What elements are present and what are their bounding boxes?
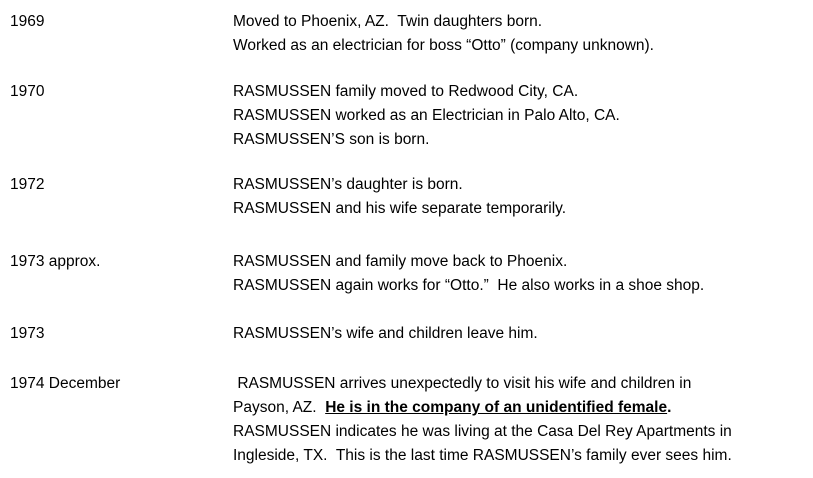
entry-year: 1970 xyxy=(10,83,45,100)
text-segment: RASMUSSEN and his wife separate temporarily. xyxy=(233,200,567,217)
text-segment: RASMUSSEN arrives unexpectedly to visit his wife and children in xyxy=(233,375,692,392)
entry-year: 1969 xyxy=(10,13,45,30)
text-segment: RASMUSSEN’S son is born. xyxy=(233,131,430,148)
timeline-entry-1973 xyxy=(10,322,805,346)
description-line xyxy=(233,274,805,298)
entry-year: 1973 approx. xyxy=(10,253,101,270)
timeline-entry-1970 xyxy=(10,80,805,152)
entry-description xyxy=(233,322,805,346)
description-line xyxy=(233,372,805,396)
entry-year: 1972 xyxy=(10,176,45,193)
text-segment: Ingleside, TX. This is the last time RASMUSSEN’s family ever sees him. xyxy=(233,447,732,464)
text-segment: Payson, AZ. xyxy=(233,399,326,416)
entry-description xyxy=(233,10,805,58)
entry-description xyxy=(233,173,805,221)
timeline-entry-1972 xyxy=(10,173,805,221)
entry-description xyxy=(233,80,805,152)
description-line xyxy=(233,104,805,128)
text-segment: RASMUSSEN’s wife and children leave him. xyxy=(233,325,538,342)
text-segment: Worked as an electrician for boss “Otto” (company unknown). xyxy=(233,37,654,54)
description-line xyxy=(233,250,805,274)
text-segment: . xyxy=(667,399,672,416)
description-line xyxy=(233,444,805,468)
description-line xyxy=(233,197,805,221)
description-line xyxy=(233,34,805,58)
description-line xyxy=(233,173,805,197)
text-segment: RASMUSSEN family moved to Redwood City, CA. xyxy=(233,83,579,100)
text-segment: RASMUSSEN indicates he was living at the Casa Del Rey Apartments in xyxy=(233,423,732,440)
entry-description xyxy=(233,250,805,298)
text-segment: He is in the company of an unidentified female xyxy=(325,399,668,416)
timeline-entry-1969 xyxy=(10,10,805,58)
text-segment: RASMUSSEN again works for “Otto.” He also works in a shoe shop. xyxy=(233,277,705,294)
entry-year: 1974 December xyxy=(10,375,121,392)
timeline-entry-1973-approx xyxy=(10,250,805,298)
description-line xyxy=(233,80,805,104)
description-line xyxy=(233,322,805,346)
entry-year: 1973 xyxy=(10,325,45,342)
text-segment: RASMUSSEN worked as an Electrician in Palo Alto, CA. xyxy=(233,107,620,124)
timeline-entry-1974-december xyxy=(10,372,805,468)
text-segment: RASMUSSEN and family move back to Phoenix. xyxy=(233,253,568,270)
text-segment: Moved to Phoenix, AZ. Twin daughters born. xyxy=(233,13,543,30)
description-line xyxy=(233,420,805,444)
description-line-highlighted xyxy=(233,396,805,420)
text-segment: RASMUSSEN’s daughter is born. xyxy=(233,176,463,193)
description-line xyxy=(233,128,805,152)
entry-description xyxy=(233,372,805,468)
description-line xyxy=(233,10,805,34)
